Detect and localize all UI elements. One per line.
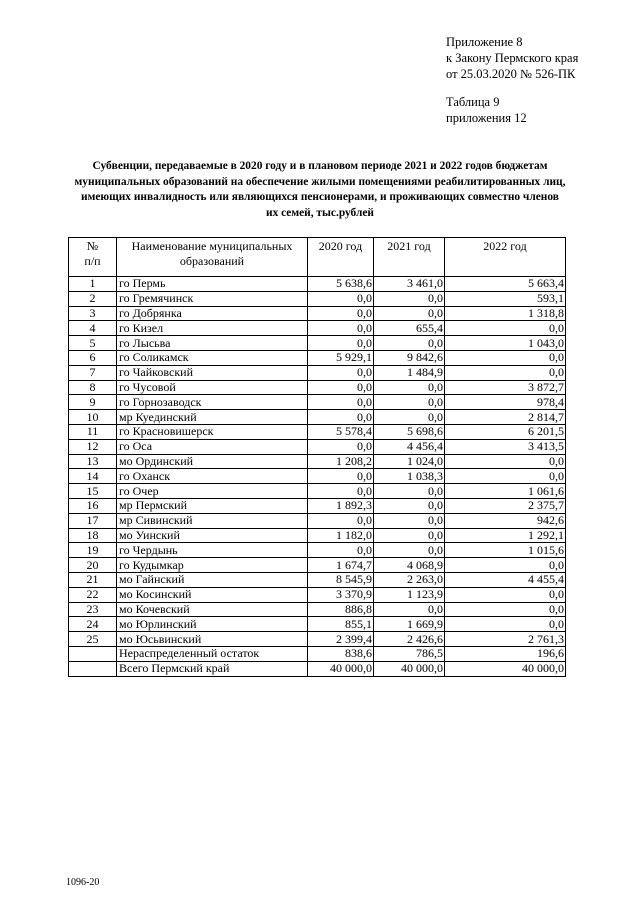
row-value-2022: 2 814,7 [445, 410, 566, 425]
table-row [69, 395, 566, 410]
row-value-2022: 1 318,8 [445, 306, 566, 321]
row-value-2021: 0,0 [374, 484, 445, 499]
table-row [69, 454, 566, 469]
table-row [69, 498, 566, 513]
title-line-2: муниципальных образований на обеспечение жилыми помещениями реабилитированных лиц, [74, 175, 566, 188]
title-line-3: имеющих инвалидность или являющихся пенсионерами, и проживающих совместно членов [81, 191, 559, 203]
header-name-line-1: Наименование муниципальных [131, 239, 293, 253]
row-value-2021: 0,0 [374, 543, 445, 558]
row-value-2021: 0,0 [374, 498, 445, 513]
header-number-sign: № [86, 239, 99, 253]
row-value-2020: 2 399,4 [308, 632, 374, 647]
row-municipality: го Соликамск [117, 350, 308, 365]
row-value-2021: 786,5 [374, 646, 445, 661]
row-value-2021: 1 038,3 [374, 469, 445, 484]
row-value-2020: 0,0 [308, 306, 374, 321]
row-value-2020: 855,1 [308, 617, 374, 632]
row-number: 14 [69, 469, 117, 484]
table-row [69, 646, 566, 661]
row-value-2020: 5 929,1 [308, 350, 374, 365]
row-value-2021: 655,4 [374, 321, 445, 336]
row-municipality: мо Косинский [117, 587, 308, 602]
row-number [69, 646, 117, 661]
row-value-2020: 1 892,3 [308, 498, 374, 513]
row-value-2021: 5 698,6 [374, 424, 445, 439]
row-value-2020: 0,0 [308, 365, 374, 380]
row-value-2022: 4 455,4 [445, 572, 566, 587]
row-value-2021: 0,0 [374, 395, 445, 410]
row-number: 10 [69, 410, 117, 425]
row-value-2022: 0,0 [445, 587, 566, 602]
row-value-2022: 3 413,5 [445, 439, 566, 454]
row-value-2022: 0,0 [445, 350, 566, 365]
row-number: 8 [69, 380, 117, 395]
row-value-2020: 0,0 [308, 395, 374, 410]
table-row [69, 277, 566, 292]
row-value-2022: 1 292,1 [445, 528, 566, 543]
row-value-2020: 0,0 [308, 321, 374, 336]
header-name-line-2: образований [179, 254, 245, 268]
row-municipality: го Чайковский [117, 365, 308, 380]
row-value-2020: 0,0 [308, 380, 374, 395]
row-number: 22 [69, 587, 117, 602]
appendix-header [446, 34, 578, 82]
header-number [69, 238, 117, 277]
document-title [60, 159, 580, 221]
header-2020: 2020 год [308, 238, 374, 277]
row-number: 1 [69, 277, 117, 292]
row-value-2022: 1 061,6 [445, 484, 566, 499]
row-value-2022: 0,0 [445, 365, 566, 380]
row-value-2021: 1 484,9 [374, 365, 445, 380]
row-number: 17 [69, 513, 117, 528]
appendix-law: к Закону Пермского края [446, 51, 579, 65]
row-value-2022: 40 000,0 [445, 661, 566, 676]
row-value-2022: 3 872,7 [445, 380, 566, 395]
row-number: 21 [69, 572, 117, 587]
row-value-2020: 5 638,6 [308, 277, 374, 292]
row-value-2021: 0,0 [374, 410, 445, 425]
row-number: 12 [69, 439, 117, 454]
row-municipality: мр Куединский [117, 410, 308, 425]
row-value-2022: 0,0 [445, 469, 566, 484]
row-value-2022: 978,4 [445, 395, 566, 410]
row-value-2021: 3 461,0 [374, 277, 445, 292]
row-value-2022: 1 043,0 [445, 336, 566, 351]
row-municipality: го Очер [117, 484, 308, 499]
row-value-2021: 40 000,0 [374, 661, 445, 676]
table-body [69, 277, 566, 677]
row-value-2020: 886,8 [308, 602, 374, 617]
row-value-2021: 0,0 [374, 380, 445, 395]
table-row [69, 469, 566, 484]
row-number: 7 [69, 365, 117, 380]
title-line-1: Субвенции, передаваемые в 2020 году и в плановом периоде 2021 и 2022 годов бюджетам [92, 160, 548, 172]
row-value-2021: 9 842,6 [374, 350, 445, 365]
row-value-2022: 942,6 [445, 513, 566, 528]
row-value-2022: 0,0 [445, 454, 566, 469]
row-municipality: го Гремячинск [117, 291, 308, 306]
table-row [69, 439, 566, 454]
subvention-table [68, 237, 566, 677]
row-municipality: мо Юсьвинский [117, 632, 308, 647]
row-value-2020: 0,0 [308, 543, 374, 558]
table-row [69, 484, 566, 499]
row-value-2021: 1 024,0 [374, 454, 445, 469]
row-municipality: мо Ординский [117, 454, 308, 469]
row-value-2020: 8 545,9 [308, 572, 374, 587]
row-number: 4 [69, 321, 117, 336]
header-number-label: п/п [84, 254, 101, 268]
row-municipality: мо Гайнский [117, 572, 308, 587]
table-row [69, 321, 566, 336]
row-number: 3 [69, 306, 117, 321]
row-number: 15 [69, 484, 117, 499]
table-header-row [69, 238, 566, 277]
table-row [69, 336, 566, 351]
row-value-2021: 4 456,4 [374, 439, 445, 454]
row-value-2021: 0,0 [374, 513, 445, 528]
row-value-2022: 2 375,7 [445, 498, 566, 513]
row-value-2020: 1 208,2 [308, 454, 374, 469]
row-number: 2 [69, 291, 117, 306]
table-row [69, 365, 566, 380]
table-reference [446, 94, 527, 126]
row-value-2020: 838,6 [308, 646, 374, 661]
row-value-2021: 1 123,9 [374, 587, 445, 602]
row-value-2020: 1 182,0 [308, 528, 374, 543]
row-value-2022: 6 201,5 [445, 424, 566, 439]
row-value-2020: 0,0 [308, 469, 374, 484]
row-number: 19 [69, 543, 117, 558]
table-row [69, 632, 566, 647]
row-value-2020: 5 578,4 [308, 424, 374, 439]
row-number: 6 [69, 350, 117, 365]
row-number: 25 [69, 632, 117, 647]
row-municipality: го Оханск [117, 469, 308, 484]
row-number [69, 661, 117, 676]
row-value-2020: 0,0 [308, 439, 374, 454]
row-value-2022: 0,0 [445, 558, 566, 573]
appendix-number: Приложение 8 [446, 35, 523, 49]
row-value-2021: 1 669,9 [374, 617, 445, 632]
row-value-2021: 0,0 [374, 336, 445, 351]
row-municipality: мр Сивинский [117, 513, 308, 528]
row-number: 9 [69, 395, 117, 410]
table-number: Таблица 9 [446, 95, 500, 109]
row-municipality: го Лысьва [117, 336, 308, 351]
table-row [69, 291, 566, 306]
row-municipality: го Кудымкар [117, 558, 308, 573]
row-value-2020: 40 000,0 [308, 661, 374, 676]
row-value-2021: 2 263,0 [374, 572, 445, 587]
appendix-date: от 25.03.2020 № 526-ПК [446, 67, 576, 81]
table-row [69, 513, 566, 528]
row-value-2022: 1 015,6 [445, 543, 566, 558]
table-row [69, 617, 566, 632]
row-number: 11 [69, 424, 117, 439]
table-row [69, 661, 566, 676]
row-value-2022: 196,6 [445, 646, 566, 661]
row-municipality: го Красновишерск [117, 424, 308, 439]
row-value-2020: 0,0 [308, 410, 374, 425]
title-line-4: их семей, тыс.рублей [266, 206, 374, 219]
table-row [69, 558, 566, 573]
row-municipality: го Пермь [117, 277, 308, 292]
row-value-2022: 2 761,3 [445, 632, 566, 647]
table-row [69, 424, 566, 439]
row-municipality: мо Юрлинский [117, 617, 308, 632]
row-value-2022: 0,0 [445, 617, 566, 632]
row-value-2021: 4 068,9 [374, 558, 445, 573]
header-2021: 2021 год [374, 238, 445, 277]
row-value-2020: 1 674,7 [308, 558, 374, 573]
table-row [69, 572, 566, 587]
table-row [69, 543, 566, 558]
row-value-2022: 0,0 [445, 602, 566, 617]
row-municipality: го Добрянка [117, 306, 308, 321]
row-municipality: го Горнозаводск [117, 395, 308, 410]
row-number: 16 [69, 498, 117, 513]
row-value-2022: 593,1 [445, 291, 566, 306]
row-number: 18 [69, 528, 117, 543]
row-value-2020: 0,0 [308, 336, 374, 351]
row-value-2022: 5 663,4 [445, 277, 566, 292]
row-value-2021: 0,0 [374, 602, 445, 617]
row-municipality: го Чердынь [117, 543, 308, 558]
table-row [69, 410, 566, 425]
table-appendix: приложения 12 [446, 111, 527, 125]
row-value-2020: 0,0 [308, 484, 374, 499]
row-number: 24 [69, 617, 117, 632]
footer-code: 1096-20 [66, 877, 100, 888]
row-number: 13 [69, 454, 117, 469]
row-municipality: го Чусовой [117, 380, 308, 395]
row-value-2022: 0,0 [445, 321, 566, 336]
row-number: 23 [69, 602, 117, 617]
row-municipality: го Кизел [117, 321, 308, 336]
table-row [69, 528, 566, 543]
row-value-2021: 0,0 [374, 528, 445, 543]
row-municipality: мр Пермский [117, 498, 308, 513]
row-municipality: Всего Пермский край [117, 661, 308, 676]
table-row [69, 380, 566, 395]
row-value-2021: 2 426,6 [374, 632, 445, 647]
row-value-2020: 3 370,9 [308, 587, 374, 602]
row-municipality: Нераспределенный остаток [117, 646, 308, 661]
row-value-2020: 0,0 [308, 291, 374, 306]
header-2022: 2022 год [445, 238, 566, 277]
row-number: 5 [69, 336, 117, 351]
row-value-2021: 0,0 [374, 306, 445, 321]
row-value-2021: 0,0 [374, 291, 445, 306]
row-municipality: мо Уинский [117, 528, 308, 543]
table-row [69, 306, 566, 321]
row-municipality: го Оса [117, 439, 308, 454]
row-municipality: мо Кочевский [117, 602, 308, 617]
header-name [117, 238, 308, 277]
table-row [69, 350, 566, 365]
table-row [69, 602, 566, 617]
row-value-2020: 0,0 [308, 513, 374, 528]
row-number: 20 [69, 558, 117, 573]
table-row [69, 587, 566, 602]
